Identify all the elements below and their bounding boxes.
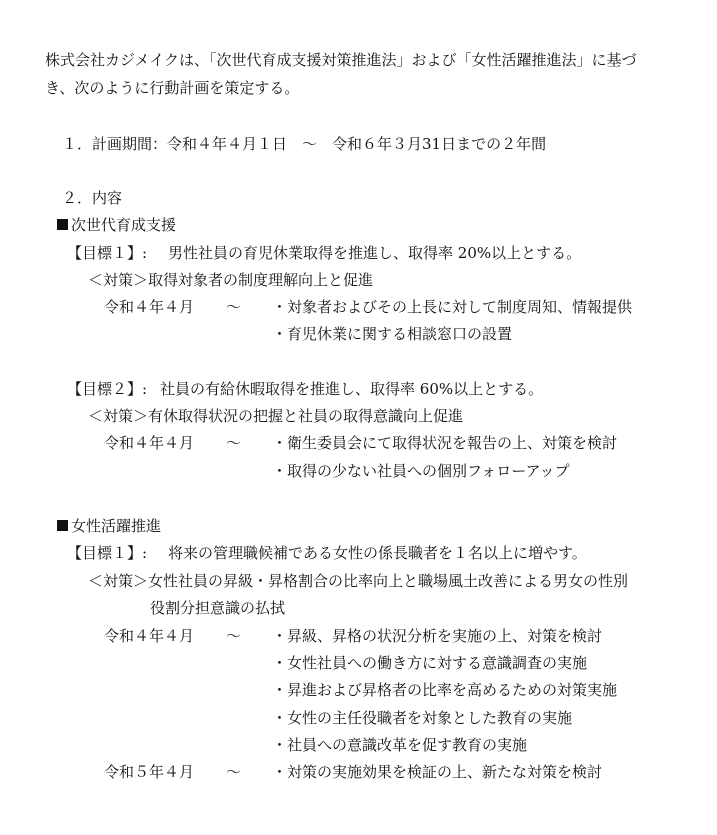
black-square-icon <box>57 219 68 230</box>
contents-heading: 内容 <box>92 189 123 207</box>
measure-text-continued: 役割分担意識の払拭 <box>150 599 286 617</box>
action-item: ・衛生委員会にて取得状況を報告の上、対策を検討 <box>272 434 618 452</box>
goal-label: 【目標２】: <box>67 380 148 398</box>
action-item: ・対象者およびその上長に対して制度周知、情報提供 <box>272 298 633 316</box>
intro-line-1: 株式会社カジメイクは、「次世代育成支援対策推進法」および「女性活躍推進法」に基づ <box>45 51 637 69</box>
action-item: ・取得の少ない社員への個別フォローアップ <box>272 462 570 480</box>
intro-line-2: き、次のように行動計画を策定する。 <box>45 79 300 97</box>
schedule-tilde: ～ <box>226 627 242 645</box>
schedule-date: 令和４年４月 <box>104 434 195 452</box>
schedule-date: 令和５年４月 <box>104 763 195 781</box>
contents-number: ２． <box>62 189 93 207</box>
measure-text: ＜対策＞取得対象者の制度理解向上と促進 <box>88 271 374 289</box>
section-title-women-advancement <box>57 516 161 536</box>
action-item: ・対策の実施効果を検証の上、新たな対策を検討 <box>272 763 603 781</box>
schedule-tilde: ～ <box>226 298 242 316</box>
goal-text: 社員の有給休暇取得を推進し、取得率 60%以上とする。 <box>160 380 544 398</box>
goal-label: 【目標１】: <box>67 544 148 562</box>
schedule-date: 令和４年４月 <box>104 627 195 645</box>
period-text: 計画期間：令和４年４月１日 ～ 令和６年３月31日までの２年間 <box>92 135 547 153</box>
schedule-tilde: ～ <box>226 763 242 781</box>
period-number: １． <box>62 135 93 153</box>
schedule-tilde: ～ <box>226 434 242 452</box>
section-title-text: 次世代育成支援 <box>71 216 177 234</box>
action-item: ・昇級、昇格の状況分析を実施の上、対策を検討 <box>272 627 603 645</box>
action-item: ・女性の主任役職者を対象とした教育の実施 <box>272 709 573 727</box>
goal-text: 将来の管理職候補である女性の係長職者を１名以上に増やす。 <box>168 544 587 562</box>
section-title-text: 女性活躍推進 <box>71 517 162 535</box>
measure-text: ＜対策＞女性社員の昇級・昇格割合の比率向上と職場風土改善による男女の性別 <box>88 572 629 590</box>
goal-text: 男性社員の育児休業取得を推進し、取得率 20%以上とする。 <box>168 244 582 262</box>
goal-label: 【目標１】: <box>67 244 148 262</box>
section-title-next-generation <box>57 215 176 235</box>
schedule-date: 令和４年４月 <box>104 298 195 316</box>
measure-text: ＜対策＞有休取得状況の把握と社員の取得意識向上促進 <box>88 407 464 425</box>
black-square-icon <box>57 520 68 531</box>
action-item: ・社員への意識改革を促す教育の実施 <box>272 736 528 754</box>
action-item: ・育児休業に関する相談窓口の設置 <box>272 325 513 343</box>
action-item: ・女性社員への働き方に対する意識調査の実施 <box>272 654 588 672</box>
action-item: ・昇進および昇格者の比率を高めるための対策実施 <box>272 681 618 699</box>
